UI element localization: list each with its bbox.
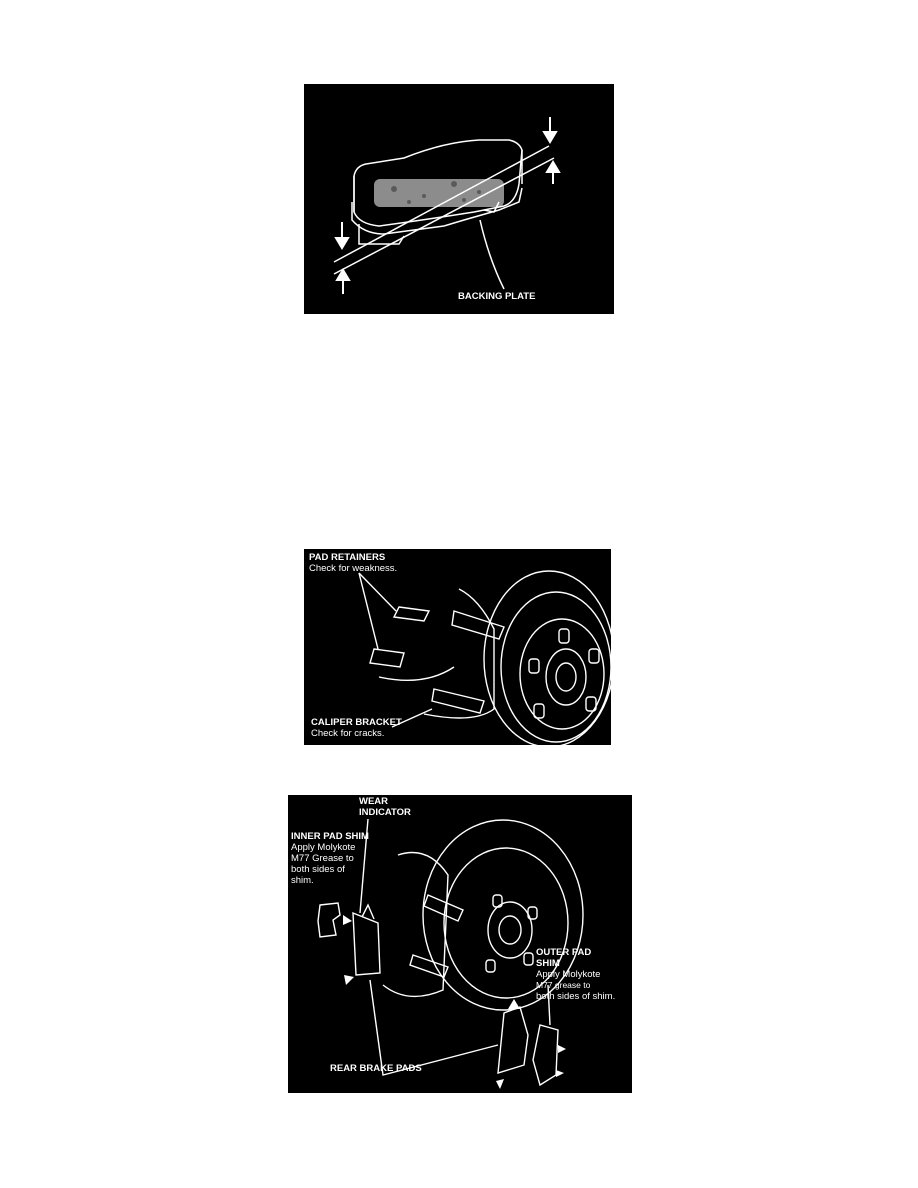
- wear-indicator-title-1: WEAR: [359, 796, 389, 807]
- inner-pad-shim-title: INNER PAD SHIM: [291, 831, 369, 842]
- pad-retainers-note: Check for weakness.: [309, 563, 398, 574]
- inner-pad-shim-note-4: shim.: [291, 875, 314, 886]
- backing-plate-label: BACKING PLATE: [458, 291, 536, 302]
- caliper-bracket-note: Check for cracks.: [311, 728, 385, 739]
- wear-indicator-callout: [359, 796, 411, 818]
- outer-pad-shim-note-3: both sides of shim.: [536, 991, 616, 1002]
- outer-pad-shim-title-2: SHIM: [536, 958, 560, 969]
- outer-pad-shim-note-2: M77 grease to: [536, 980, 591, 990]
- outer-pad-shim-note-1: Apply Molykote: [536, 969, 601, 980]
- outer-pad-shim-callout: [536, 947, 615, 1002]
- brake-pad-thickness-figure: [304, 84, 614, 314]
- pad-retainers-title: PAD RETAINERS: [309, 552, 386, 563]
- outer-pad-shim-title-1: OUTER PAD: [536, 947, 592, 958]
- inner-pad-shim-note-2: M77 Grease to: [291, 853, 354, 864]
- inner-pad-shim-note-3: both sides of: [291, 864, 345, 875]
- caliper-bracket-illustration: [304, 549, 611, 745]
- caliper-bracket-title: CALIPER BRACKET: [311, 717, 402, 728]
- pad-shim-figure: [288, 795, 632, 1093]
- inner-pad-shim-callout: [291, 831, 369, 886]
- pad-retainer-figure: [304, 549, 611, 745]
- inner-pad-shim-note-1: Apply Molykote: [291, 842, 356, 853]
- rear-brake-pads-label: REAR BRAKE PADS: [330, 1063, 422, 1074]
- brake-pad-illustration: [304, 84, 614, 314]
- pad-retainers-callout: [309, 552, 397, 574]
- caliper-bracket-callout: [311, 717, 402, 739]
- wear-indicator-title-2: INDICATOR: [359, 807, 411, 818]
